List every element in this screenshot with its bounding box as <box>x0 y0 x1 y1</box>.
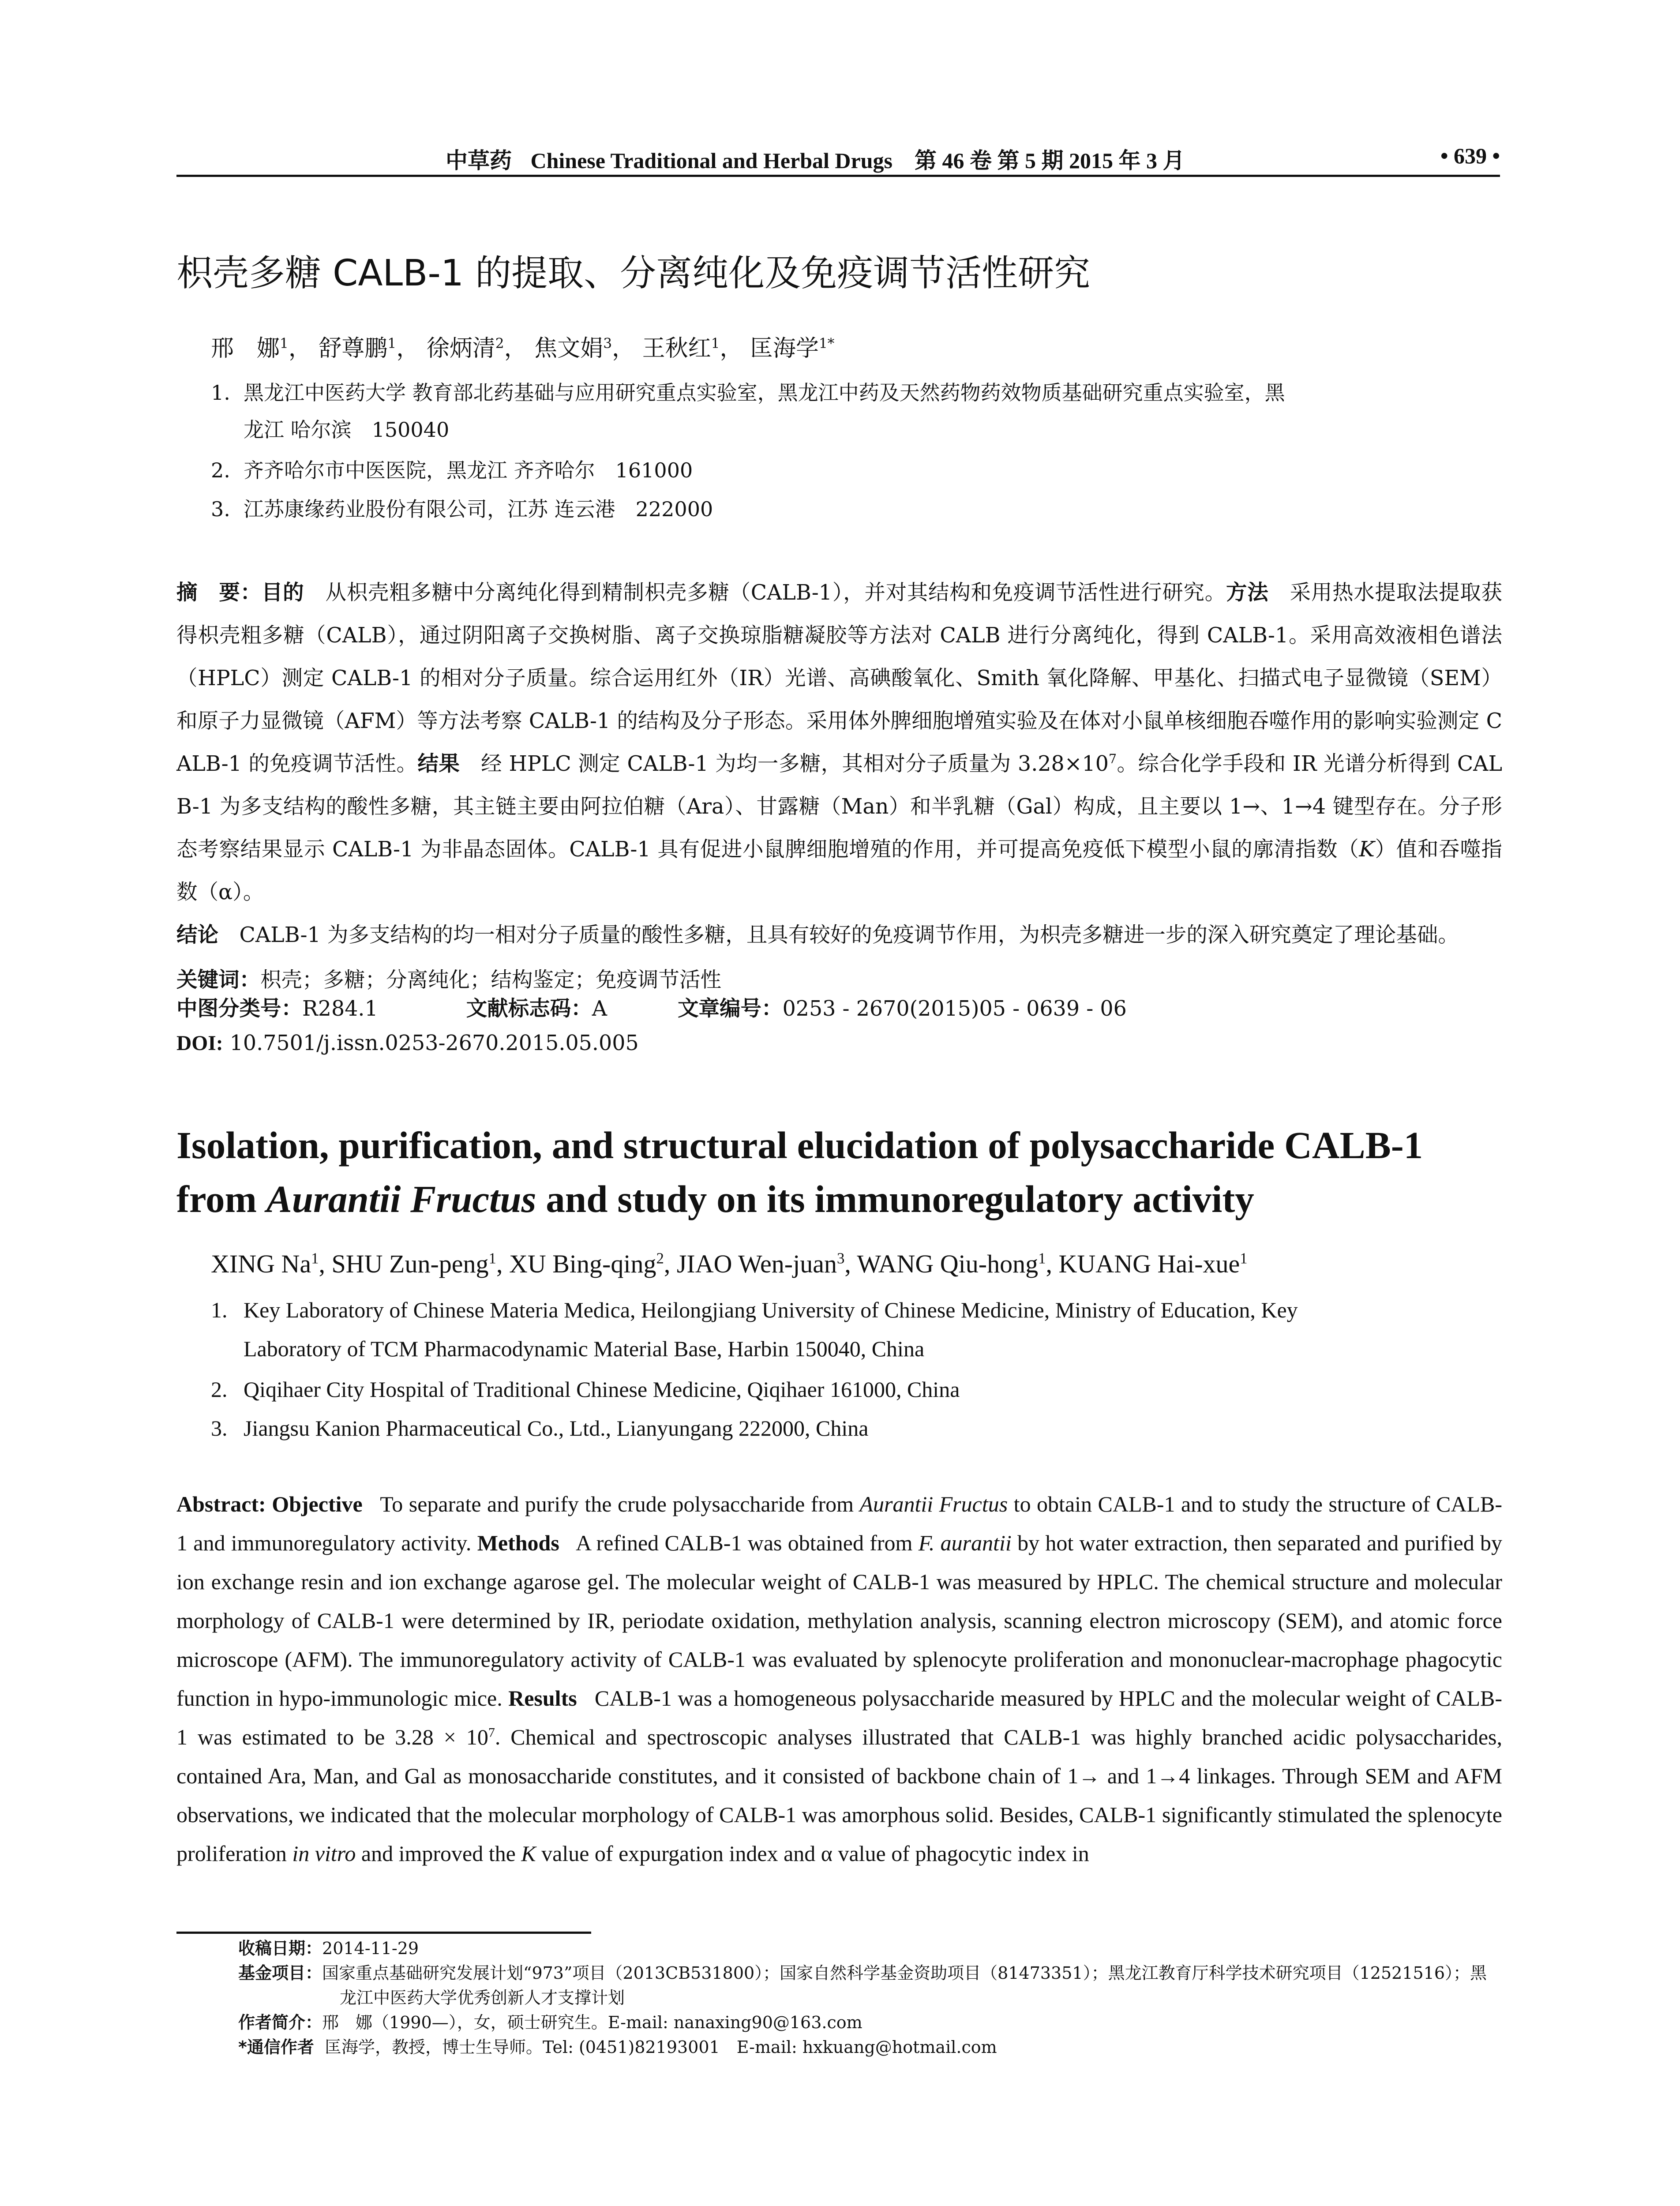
methods-text: by hot water extraction, then separated and purified by ion exchange resin and ion exchange agarose gel. The molecular weight of CALB-1 was measured by HPLC. The chemical structure and molecular morphology of CALB-1 were determined by IR, periodate oxidation, methylation analysis, scanning electron microscopy (SEM), and atomic force microscope (AFM). The immunoregulatory activity of CALB-1 was evaluated by splenocyte proliferation and mononuclear-macrophage phagocytic function in hypo-immunologic mice. <box>176 1531 1503 1711</box>
journal-name-en: Chinese Traditional and Herbal Drugs <box>530 148 892 173</box>
author-en: WANG Qiu-hong <box>857 1249 1039 1278</box>
corresponding-text: 匡海学，教授，博士生导师。Tel: (0451)82193001 E-mail: hxkuang@hotmail.com <box>325 2037 997 2057</box>
author-cn: 匡海学 <box>750 335 819 362</box>
page-number: • 639 • <box>1440 143 1500 168</box>
received-label: 收稿日期： <box>238 1939 322 1958</box>
footnotes <box>238 1936 1500 2060</box>
k-symbol: K <box>1359 837 1375 862</box>
affiliation-number: 3. <box>211 497 230 521</box>
doc-code-label: 文献标志码： <box>466 997 592 1021</box>
results-text: ）值和吞噬指数（α）。 <box>176 837 1502 904</box>
author-affiliation-mark: 1 <box>711 335 720 352</box>
footnote-fund <box>238 1961 1500 2010</box>
methods-label: Methods <box>477 1531 559 1555</box>
footnote-rule <box>176 1932 591 1934</box>
keywords-label: 关键词： <box>176 968 260 992</box>
authors-en: XING Na$^1$, SHU Zun-peng$^1$, XU Bing-qing$^2$, JIAO Wen-juan$^3$, WANG Qiu-hong$^1$, KUANG Hai-xue$^1$ <box>211 1249 1248 1278</box>
conclusion-label: 结论 <box>176 923 218 947</box>
author-en: XU Bing-qing <box>509 1249 656 1278</box>
affiliation-en-2 <box>211 1370 1517 1409</box>
article-number-label: 文章编号： <box>678 997 783 1021</box>
objective-text: to obtain CALB-1 and to study the structure of CALB-1 and immunoregulatory activity. <box>176 1492 1502 1555</box>
objective-italic: Aurantii Fructus <box>859 1492 1008 1516</box>
methods-text: A refined CALB-1 was obtained from <box>575 1531 919 1555</box>
results-label: Results <box>508 1686 577 1711</box>
author-affiliation-mark: 2 <box>656 1249 664 1267</box>
article-number-value: 0253 - 2670(2015)05 - 0639 - 06 <box>782 997 1127 1021</box>
journal-info <box>446 143 1185 175</box>
author-en: KUANG Hai-xue <box>1058 1249 1240 1278</box>
header-rule <box>176 175 1500 177</box>
affiliation-line: 江苏康缘药业股份有限公司，江苏 连云港 222000 <box>244 497 713 521</box>
journal-issue: 第 46 卷 第 5 期 2015 年 3 月 <box>914 148 1185 173</box>
author-cn: 王秋红 <box>642 335 711 362</box>
author-cn: 邢 娜 <box>211 335 280 362</box>
results-text: CALB-1 was a homogeneous polysaccharide measured by HPLC and the molecular weight of CALB-1 was estimated to be 3.28 × 10 <box>176 1686 1502 1749</box>
methods-text: 采用热水提取法提取获得枳壳粗多糖（CALB），通过阴阳离子交换树脂、离子交换琼脂糖凝胶等方法对 CALB 进行分离纯化，得到 CALB-1。采用高效液相色谱法（HPLC）测定 CALB-1 的相对分子质量。综合运用红外（IR）光谱、高碘酸氧化、Smith 氧化降解、甲基化、扫描式电子显微镜（SEM）和原子力显微镜（AFM）等方法考察 CALB-1 的结构及分子形态。采用体外脾细胞增殖实验及在体对小鼠单核细胞吞噬作用的影响实验测定 CALB-1 的免疫调节活性。 <box>176 581 1503 776</box>
objective-text: 从枳壳粗多糖中分离纯化得到精制枳壳多糖（CALB-1），并对其结构和免疫调节活性进行研究。 <box>325 581 1226 605</box>
objective-label: Objective <box>272 1492 363 1516</box>
title-en-line1: Isolation, purification, and structural elucidation of polysaccharide CALB-1 <box>176 1124 1423 1167</box>
doi-label: DOI: <box>176 1032 223 1055</box>
author-bio-label: 作者简介： <box>238 2013 322 2032</box>
clc-value: R284.1 <box>302 997 378 1021</box>
title-en-italic: Aurantii Fructus <box>266 1178 536 1220</box>
clc-label: 中图分类号： <box>176 997 302 1021</box>
affiliation-en-1 <box>211 1291 1517 1368</box>
title-en-text: from <box>176 1178 266 1220</box>
k-symbol: K <box>521 1841 536 1866</box>
results-label: 结果 <box>417 752 460 776</box>
author-affiliation-mark: 2 <box>495 335 504 352</box>
author-affiliation-mark: 1 <box>1038 1249 1046 1267</box>
results-exponent: 7 <box>1109 752 1117 767</box>
doi-line <box>176 1022 1502 1065</box>
affiliation-line: Key Laboratory of Chinese Materia Medica, Heilongjiang University of Chinese Medicine, Ministry of Education, Key <box>244 1298 1298 1322</box>
objective-text: To separate and purify the crude polysaccharide from <box>380 1492 860 1516</box>
footnote-author <box>238 2010 1500 2035</box>
affiliation-cn-2 <box>211 452 1517 489</box>
author-affiliation-mark: 1 <box>387 335 397 352</box>
title-cn: 枳壳多糖 CALB-1 的提取、分离纯化及免疫调节活性研究 <box>176 252 1091 294</box>
journal-name-cn: 中草药 <box>446 147 512 173</box>
results-text: 经 HPLC 测定 CALB-1 为均一多糖，其相对分子质量为 3.28×10 <box>481 752 1109 776</box>
author-affiliation-mark: 1 <box>488 1249 496 1267</box>
affiliation-line: 黑龙江中医药大学 教育部北药基础与应用研究重点实验室，黑龙江中药及天然药物药效物质基础研究重点实验室，黑 <box>244 381 1285 405</box>
conclusion-text: CALB-1 为多支结构的均一相对分子质量的酸性多糖，且具有较好的免疫调节作用，为枳壳多糖进一步的深入研究奠定了理论基础。 <box>239 923 1459 947</box>
author-en: SHU Zun-peng <box>331 1249 489 1278</box>
author-affiliation-mark: 1 <box>280 335 289 352</box>
author-cn: 舒尊鹏 <box>319 335 388 362</box>
footnote-corresponding <box>238 2035 1500 2060</box>
abstract-en <box>176 1485 1502 1873</box>
author-bio-text: 邢 娜（1990—），女，硕士研究生。E-mail: nanaxing90@163.com <box>322 2013 862 2032</box>
affiliation-number: 2. <box>211 1377 228 1402</box>
running-header <box>176 140 1500 180</box>
methods-label: 方法 <box>1226 581 1269 605</box>
footnote-received <box>238 1936 1500 1961</box>
author-affiliation-mark: 3 <box>836 1249 845 1267</box>
objective-label: 目的 <box>261 581 304 605</box>
abstract-cn <box>176 571 1502 957</box>
affiliation-number: 1. <box>211 1298 228 1322</box>
doi-value: 10.7501/j.issn.0253-2670.2015.05.005 <box>229 1031 639 1055</box>
authors-cn: 邢 娜$^1$， 舒尊鹏$^1$， 徐炳清$^2$， 焦文娟$^3$， 王秋红$^1$， 匡海学$^{1*}$ <box>211 335 835 362</box>
author-affiliation-mark: 1 <box>311 1249 319 1267</box>
author-affiliation-mark: 1 <box>1240 1249 1248 1267</box>
affiliation-line: 齐齐哈尔市中医医院，黑龙江 齐齐哈尔 161000 <box>244 458 693 482</box>
affiliation-line: Jiangsu Kanion Pharmaceutical Co., Ltd., Lianyungang 222000, China <box>244 1416 869 1441</box>
affiliation-number: 3. <box>211 1416 228 1441</box>
fund-label: 基金项目： <box>238 1963 322 1983</box>
affiliation-number: 1. <box>211 381 230 405</box>
author-en: JIAO Wen-juan <box>676 1249 837 1278</box>
abstract-label: Abstract: <box>176 1492 266 1516</box>
results-text: . Chemical and spectroscopic analyses illustrated that CALB-1 was highly branched acidic polysaccharides, contained Ara, Man, and Gal as monosaccharide constitutes, and it consisted of backbone chain of 1→ and 1→4 linkages. Through SEM and AFM observations, we indicated that the molecular morphology of CALB-1 was amorphous solid. Besides, CALB-1 significantly stimulated the splenocyte proliferation <box>176 1725 1502 1866</box>
keywords-text: 枳壳；多糖；分离纯化；结构鉴定；免疫调节活性 <box>260 968 721 992</box>
received-date: 2014-11-29 <box>322 1939 419 1958</box>
corresponding-label: *通信作者 <box>238 2037 314 2057</box>
title-en-line2 <box>176 1172 1502 1226</box>
affiliation-line: Laboratory of TCM Pharmacodynamic Material Base, Harbin 150040, China <box>244 1336 925 1361</box>
results-text: and improved the <box>356 1841 521 1866</box>
affiliation-line: Qiqihaer City Hospital of Traditional Chinese Medicine, Qiqihaer 161000, China <box>244 1377 960 1402</box>
author-en: XING Na <box>211 1249 311 1278</box>
affiliation-en-3 <box>211 1409 1517 1448</box>
author-affiliation-mark: 1* <box>818 335 835 352</box>
methods-italic: F. aurantii <box>918 1531 1012 1555</box>
doc-code-value: A <box>592 997 608 1021</box>
affiliation-cn-1 <box>211 374 1517 448</box>
abstract-label: 摘 要： <box>176 581 262 605</box>
results-text: value of expurgation index and α value of phagocytic index in <box>536 1841 1089 1866</box>
results-text: 。综合化学手段和 IR 光谱分析得到 CALB-1 为多支结构的酸性多糖，其主链主要由阿拉伯糖（Ara）、甘露糖（Man）和半乳糖（Gal）构成，且主要以 1→、1→4 键型存在。分子形态考察结果显示 CALB-1 为非晶态固体。CALB-1 具有促进小鼠脾细胞增殖的作用，并可提高免疫低下模型小鼠的廓清指数（ <box>176 752 1503 862</box>
results-italic: in vitro <box>292 1841 356 1866</box>
affiliation-cn-3 <box>211 491 1517 528</box>
affiliation-line: 龙江 哈尔滨 150040 <box>244 418 450 442</box>
fund-text: 国家重点基础研究发展计划“973”项目（2013CB531800）；国家自然科学基金资助项目（81473351）；黑龙江教育厅科学技术研究项目（12521516）；黑龙江中医药大学优秀创新人才支撑计划 <box>322 1963 1487 2007</box>
title-en <box>176 1118 1502 1226</box>
affiliation-number: 2. <box>211 458 230 482</box>
author-cn: 焦文娟 <box>534 335 604 362</box>
author-affiliation-mark: 3 <box>603 335 612 352</box>
title-en-text: and study on its immunoregulatory activity <box>536 1178 1254 1220</box>
results-exponent: 7 <box>488 1725 495 1740</box>
author-cn: 徐炳清 <box>426 335 495 362</box>
